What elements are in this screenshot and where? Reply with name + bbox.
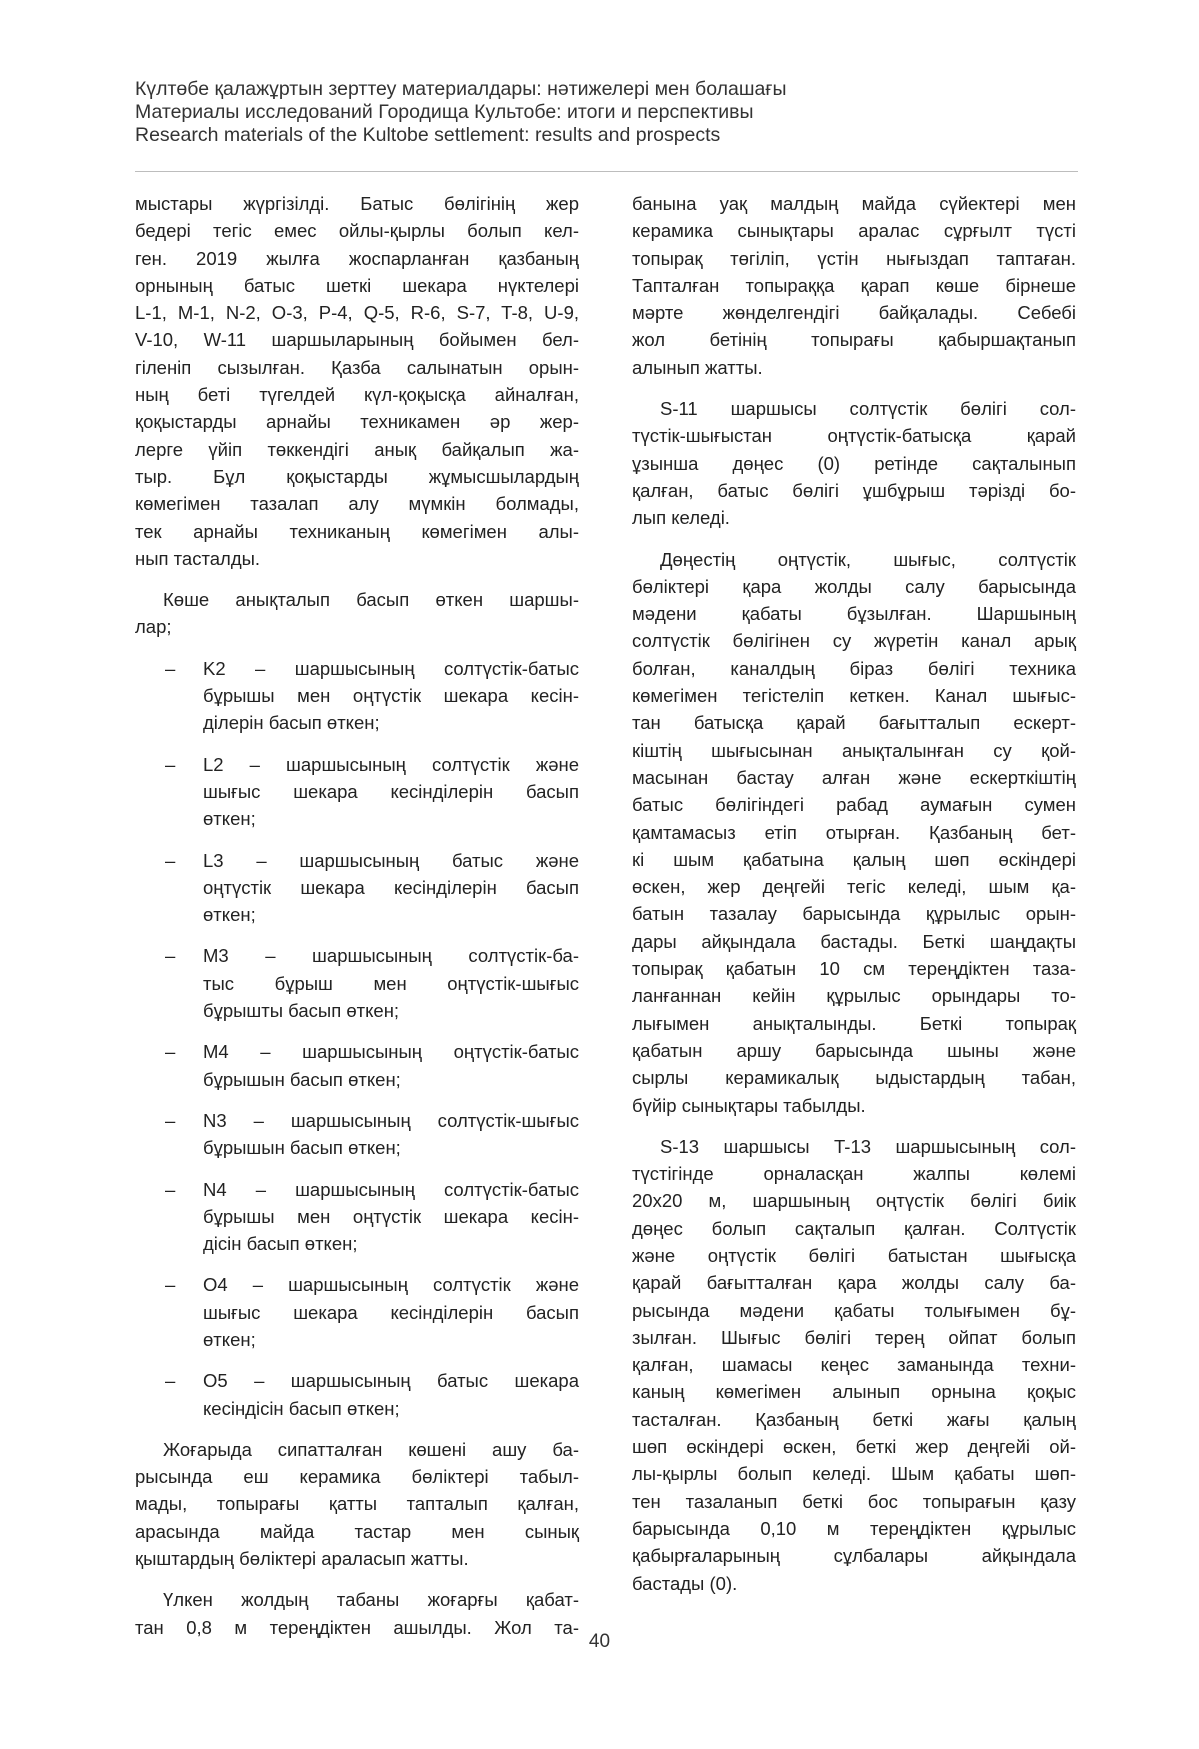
dash-bullet: –: [165, 1274, 176, 1296]
text-line: Үлкен жолдың табаны жоғарғы қабат-: [163, 1589, 579, 1611]
dash-bullet: –: [165, 945, 176, 967]
header-title-russian: Материалы исследований Городища Культобе: итоги и перспективы: [135, 101, 754, 123]
paragraph: [632, 546, 1076, 1119]
text-line: тыр. Бұл қоқыстарды жұмысшылардың: [135, 465, 579, 487]
text-line: лар;: [135, 616, 172, 638]
text-line: түстік-шығыстан оңтүстік-батысқа қарай: [632, 425, 1076, 447]
text-line: қарай бағытталған қара жолды салу ба-: [632, 1272, 1076, 1294]
list-item-line: M3 – шаршысының солтүстік-ба-: [203, 945, 579, 967]
text-line: көмегімен тегістеліп кеткен. Канал шығыс-: [632, 685, 1076, 707]
text-line: S-11 шаршысы солтүстік бөлігі сол-: [660, 398, 1076, 420]
list-item-line: тыс бұрыш мен оңтүстік-шығыс: [203, 972, 579, 994]
text-line: тан 0,8 м тереңдіктен ашылды. Жол та-: [135, 1616, 579, 1638]
text-line: солтүстік бөлігінен су жүретін канал арық: [632, 630, 1076, 652]
text-line: мәрте жөнделгендігі байқалады. Себебі: [632, 302, 1076, 324]
list-item: [135, 655, 579, 737]
dash-bullet: –: [165, 1178, 176, 1200]
list-item: [135, 1176, 579, 1258]
text-line: гіленіп сызылған. Қазба салынатын орын-: [135, 356, 579, 378]
list-item-line: бұрышы мен оңтүстік шекара кесін-: [203, 685, 579, 707]
text-line: рысында мәдени қабаты толығымен бұ-: [632, 1299, 1076, 1321]
text-line: нып тасталды.: [135, 547, 261, 569]
text-line: батыс бөлігіндегі рабад аумағын сумен: [632, 794, 1076, 816]
list-item-line: бұрышы мен оңтүстік шекара кесін-: [203, 1205, 579, 1227]
text-line: қоқыстарды арнайы техникамен әр жер-: [135, 411, 579, 433]
list-item-line: M4 – шаршысының оңтүстік-батыс: [203, 1041, 579, 1063]
text-line: дөңес болып сақталып қалған. Солтүстік: [632, 1217, 1076, 1239]
text-line: арасында майда тастар мен сынық: [135, 1520, 579, 1542]
dash-bullet: –: [165, 1370, 176, 1392]
text-line: топырақ төгіліп, үстін нығыздап таптаған.: [632, 247, 1076, 269]
text-line: бастады (0).: [632, 1572, 738, 1594]
paragraph: [135, 190, 579, 572]
list-item-line: кесіндісін басып өткен;: [203, 1397, 400, 1419]
list-item: [135, 1107, 579, 1162]
list-item-line: өткен;: [203, 808, 256, 830]
text-line: Тапталған топыраққа қарап көше бірнеше: [632, 274, 1076, 296]
text-line: мыстары жүргізілді. Батыс бөлігінің жер: [135, 193, 579, 214]
list-item-line: өткен;: [203, 904, 256, 926]
list-item-line: ділерін басып өткен;: [203, 712, 380, 734]
paragraph: [632, 395, 1076, 531]
paragraph: [135, 1436, 579, 1572]
text-line: Жоғарыда сипатталған көшені ашу ба-: [163, 1438, 579, 1460]
list-item: [135, 1271, 579, 1353]
text-line: сырлы керамикалық ыдыстардың табан,: [632, 1067, 1076, 1089]
list-item: [135, 847, 579, 929]
text-line: жол бетінің топырағы қабыршақтанып: [632, 329, 1076, 351]
text-line: түстігінде орналасқан жалпы көлемі: [632, 1163, 1076, 1185]
text-line: қалған, батыс бөлігі ұшбұрыш тәрізді бо-: [632, 479, 1076, 501]
text-line: болған, каналдың біраз бөлігі техника: [632, 657, 1076, 679]
text-line: қабырғаларының сұлбалары айқындала: [632, 1545, 1076, 1567]
text-line: бедері тегіс емес ойлы-қырлы болып кел-: [135, 220, 579, 242]
text-line: тек арнайы техниканың көмегімен алы-: [135, 520, 579, 542]
list-item-line: дісін басып өткен;: [203, 1233, 358, 1255]
list-item-line: N3 – шаршысының солтүстік-шығыс: [203, 1109, 579, 1131]
text-line: мады, топырағы қатты тапталып қалған,: [135, 1493, 579, 1515]
text-line: ген. 2019 жылға жоспарланған қазбаның: [135, 247, 579, 269]
text-line: банына уақ малдың майда сүйектері мен: [632, 193, 1076, 214]
text-line: тан батысқа қарай бағытталып ескерт-: [632, 712, 1076, 734]
list-item-line: N4 – шаршысының солтүстік-батыс: [203, 1178, 579, 1200]
header-title-kazakh: Күлтөбе қалажұртын зерттеу материалдары: нәтижелері мен болашағы: [135, 78, 787, 100]
dash-bullet: –: [165, 1109, 176, 1131]
square-list: [135, 655, 579, 1436]
list-item: [135, 1367, 579, 1422]
text-line: кі шым қабатына қалың шөп өскіндері: [632, 848, 1076, 870]
text-line: көмегімен тазалап алу мүмкін болмады,: [135, 493, 579, 515]
page-number: 40: [588, 1631, 611, 1652]
list-item-line: K2 – шаршысының солтүстік-батыс: [203, 657, 579, 679]
left-column: [135, 190, 579, 1641]
text-line: және оңтүстік бөлігі батыстан шығысқа: [632, 1244, 1076, 1266]
dash-bullet: –: [165, 1041, 176, 1063]
text-line: Дөңестің оңтүстік, шығыс, солтүстік: [660, 548, 1076, 570]
text-line: лығымен анықталынды. Беткі топырақ: [632, 1012, 1076, 1034]
list-item-line: оңтүстік шекара кесінділерін басып: [203, 876, 579, 898]
text-line: каның көмегімен алынып орнына қоқыс: [632, 1381, 1076, 1403]
text-line: кіштің шығысынан анықталынған су қой-: [632, 739, 1076, 761]
text-line: қыштардың бөліктері араласып жатты.: [135, 1548, 469, 1570]
list-item: [135, 942, 579, 1024]
running-header: [135, 78, 1078, 147]
paragraph: [135, 586, 579, 641]
text-line: лерге үйіп төккендігі анық байқалып жа-: [135, 438, 579, 460]
list-item-line: өткен;: [203, 1328, 256, 1350]
right-column: [632, 190, 1076, 1597]
text-line: мәдени қабаты бұзылған. Шаршының: [632, 603, 1076, 625]
header-divider: [135, 171, 1078, 172]
text-line: дары айқындала бастады. Беткі шаңдақты: [632, 930, 1076, 952]
text-line: 20х20 м, шаршының оңтүстік бөлігі биік: [632, 1190, 1076, 1212]
text-line: лып келеді.: [632, 507, 730, 529]
text-line: алынып жатты.: [632, 356, 763, 378]
list-item-line: бұрышын басып өткен;: [203, 1068, 401, 1090]
text-line: ұзынша дөңес (0) ретінде сақталынып: [632, 452, 1076, 474]
text-line: қалған, шамасы кеңес заманында техни-: [632, 1354, 1076, 1376]
list-item: [135, 751, 579, 833]
dash-bullet: –: [165, 849, 176, 871]
dash-bullet: –: [165, 657, 176, 679]
paragraph: [632, 190, 1076, 381]
header-title-english: Research materials of the Kultobe settlement: results and prospects: [135, 124, 721, 146]
text-line: қабатын аршу барысында шыны және: [632, 1039, 1076, 1061]
list-item-line: O4 – шаршысының солтүстік және: [203, 1274, 579, 1296]
text-line: шөп өскіндері өскен, беткі жер деңгейі ой-: [632, 1436, 1076, 1458]
text-line: қамтамасыз етіп отырған. Қазбаның бет-: [632, 821, 1076, 843]
text-line: барысында 0,10 м тереңдіктен құрылыс: [632, 1517, 1076, 1539]
text-line: L-1, M-1, N-2, O-3, P-4, Q-5, R-6, S-7, T-8, U-9,: [135, 302, 579, 324]
text-line: Көше анықталып басып өткен шаршы-: [163, 589, 579, 611]
list-item: [135, 1038, 579, 1093]
text-line: тасталған. Қазбаның беткі жағы қалың: [632, 1408, 1076, 1430]
text-line: S-13 шаршысы T-13 шаршысының сол-: [660, 1135, 1076, 1157]
list-item-line: бұрышты басып өткен;: [203, 1000, 400, 1022]
text-line: ның беті түгелдей күл-қоқысқа айналған,: [135, 384, 579, 406]
text-line: лы-қырлы болып келеді. Шым қабаты шөп-: [632, 1463, 1076, 1485]
list-item-line: шығыс шекара кесінділерін басып: [203, 1301, 579, 1323]
list-item-line: бұрышын басып өткен;: [203, 1137, 401, 1159]
text-line: бүйір сынықтары табылды.: [632, 1094, 866, 1116]
text-line: рысында еш керамика бөліктері табыл-: [135, 1466, 579, 1488]
text-line: масынан бастау алған және ескерткіштің: [632, 766, 1076, 788]
text-line: тен тазаланып беткі бос топырағын қазу: [632, 1490, 1076, 1512]
text-line: ланғаннан кейін құрылыс орындары то-: [632, 985, 1076, 1007]
paragraph: [632, 1133, 1076, 1597]
text-line: V-10, W-11 шаршыларының бойымен бел-: [135, 329, 579, 351]
dash-bullet: –: [165, 753, 176, 775]
text-line: бөліктері қара жолды салу барысында: [632, 575, 1076, 597]
list-item-line: O5 – шаршысының батыс шекара: [203, 1370, 579, 1392]
list-item-line: L2 – шаршысының солтүстік және: [203, 753, 579, 775]
list-item-line: шығыс шекара кесінділерін басып: [203, 780, 579, 802]
text-line: батын тазалау барысында құрылыс орын-: [632, 903, 1076, 925]
text-line: зылған. Шығыс бөлігі терең ойпат болып: [632, 1326, 1076, 1348]
text-line: топырақ қабатын 10 см тереңдіктен таза-: [632, 958, 1076, 980]
list-item-line: L3 – шаршысының батыс және: [203, 849, 579, 871]
text-line: өскен, жер деңгейі тегіс келеді, шым қа-: [632, 876, 1076, 898]
text-line: орнының батыс шеткі шекара нүктелері: [135, 274, 579, 296]
text-line: керамика сынықтары аралас сұрғылт түсті: [632, 220, 1076, 242]
